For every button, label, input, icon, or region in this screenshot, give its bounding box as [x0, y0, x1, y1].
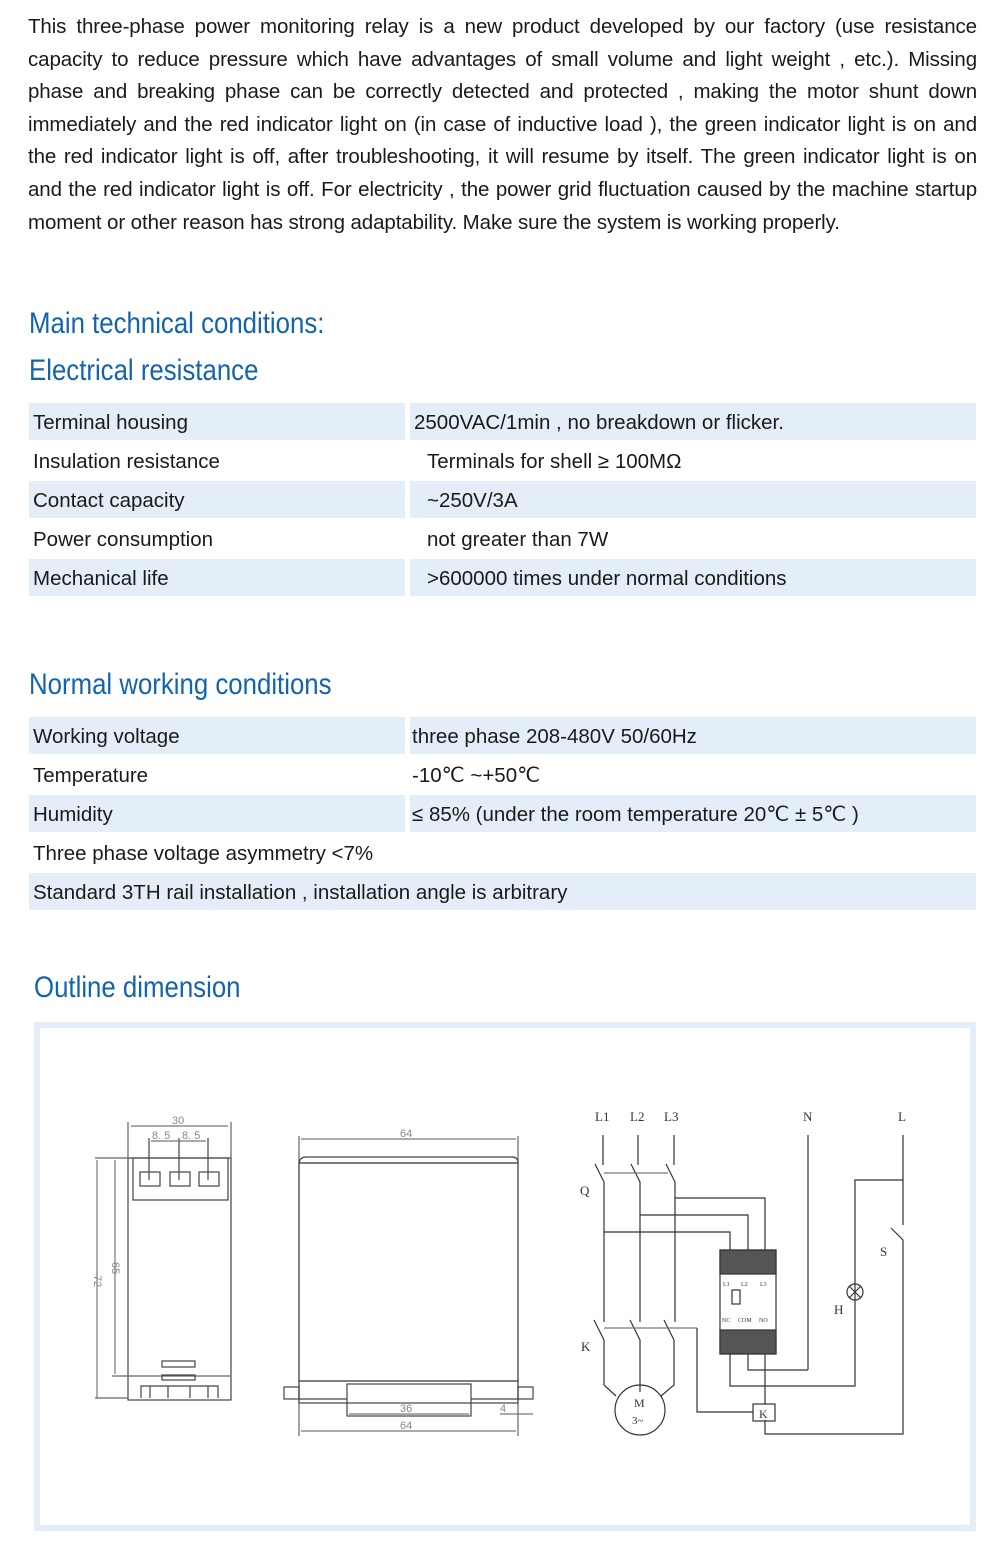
side-body — [299, 1163, 518, 1381]
label-l1: L1 — [595, 1109, 610, 1124]
row-label: Temperature — [33, 764, 149, 787]
side-view — [284, 1136, 533, 1436]
dim-label-36: 36 — [400, 1403, 413, 1415]
row-label: Terminal housing — [29, 403, 405, 440]
outline-dimension-figure — [34, 1022, 976, 1531]
row-value: Terminals for shell ≥ 100MΩ — [427, 450, 682, 473]
wiring-diagram — [594, 1135, 903, 1565]
row-label: Humidity — [29, 795, 405, 832]
dim-label-pitch-1: 8. 5 — [152, 1130, 171, 1142]
label-k: K — [581, 1339, 591, 1354]
relay-term-com: COM — [738, 1318, 752, 1324]
terminal-block — [133, 1158, 228, 1200]
heading-outline-dimension: Outline dimension — [34, 971, 241, 1004]
label-h: H — [834, 1302, 844, 1317]
row-full: Three phase voltage asymmetry <7% — [33, 842, 374, 865]
row-value: not greater than 7W — [427, 528, 609, 551]
label-l: L — [898, 1109, 906, 1124]
dim-label-4: 4 — [500, 1403, 507, 1415]
dim-label-64-top: 64 — [400, 1128, 413, 1140]
label-motor-sub: 3~ — [632, 1415, 644, 1427]
row-label: Contact capacity — [29, 481, 405, 518]
row-value: 2500VAC/1min , no breakdown or flicker. — [410, 403, 976, 440]
label-motor: M — [634, 1396, 645, 1410]
heading-electrical-resistance: Electrical resistance — [29, 354, 259, 387]
row-label: Power consumption — [33, 528, 214, 551]
row-full: Standard 3TH rail installation , installation angle is arbitrary — [29, 873, 976, 910]
relay-term-no: NO — [759, 1318, 768, 1324]
heading-normal-working-conditions: Normal working conditions — [29, 668, 332, 701]
motor-symbol — [615, 1385, 665, 1435]
front-body — [128, 1158, 231, 1400]
terminal-screw — [199, 1172, 219, 1186]
label-q: Q — [580, 1183, 590, 1198]
heading-main-technical-conditions: Main technical conditions: — [29, 307, 325, 340]
row-value: ~250V/3A — [410, 481, 976, 518]
dim-label-30: 30 — [172, 1115, 185, 1127]
label-s: S — [880, 1244, 888, 1259]
row-label: Mechanical life — [29, 559, 405, 596]
dim-label-64-bottom: 64 — [400, 1420, 413, 1432]
label-l2: L2 — [630, 1109, 645, 1124]
front-view — [95, 1122, 231, 1400]
row-value: >600000 times under normal conditions — [410, 559, 976, 596]
intro-paragraph: This three-phase power monitoring relay is a new product developed by our factory (use resistance capacity to reduce pressure which have advantages of small volume and light weight , etc.). Missing phase and breaking phase can be correctly detected and protected , making the motor shunt down immediately and the red indicator light on (in case of inductive load ), the green indicator light is on and the red indicator light is off, after troubleshooting, it will resume by itself. The green indicator light is on and the red indicator light is off. For electricity , the power grid fluctuation caused by the machine startup moment or other reason has strong adaptability. Make sure the system is working properly. — [28, 15, 977, 234]
row-label: Working voltage — [29, 717, 405, 754]
row-value: three phase 208-480V 50/60Hz — [410, 717, 976, 754]
relay-term-l3: L3 — [760, 1282, 767, 1288]
relay-term-nc: NC — [722, 1318, 731, 1324]
label-coil-k: K — [759, 1407, 768, 1421]
relay-term-l1: L1 — [723, 1282, 730, 1288]
label-n: N — [803, 1109, 813, 1124]
dim-label-pitch-2: 8. 5 — [182, 1130, 201, 1142]
label-l3: L3 — [664, 1109, 679, 1124]
row-label: Insulation resistance — [33, 450, 220, 473]
dim-label-65: 65 — [109, 1262, 121, 1275]
relay-term-l2: L2 — [741, 1282, 748, 1288]
row-value: -10℃ ~+50℃ — [412, 764, 541, 787]
dim-label-72: 72 — [91, 1275, 103, 1288]
row-value: ≤ 85% (under the room temperature 20℃ ± 5℃ ) — [410, 795, 976, 832]
terminal-screw — [140, 1172, 160, 1186]
terminal-screw — [170, 1172, 190, 1186]
